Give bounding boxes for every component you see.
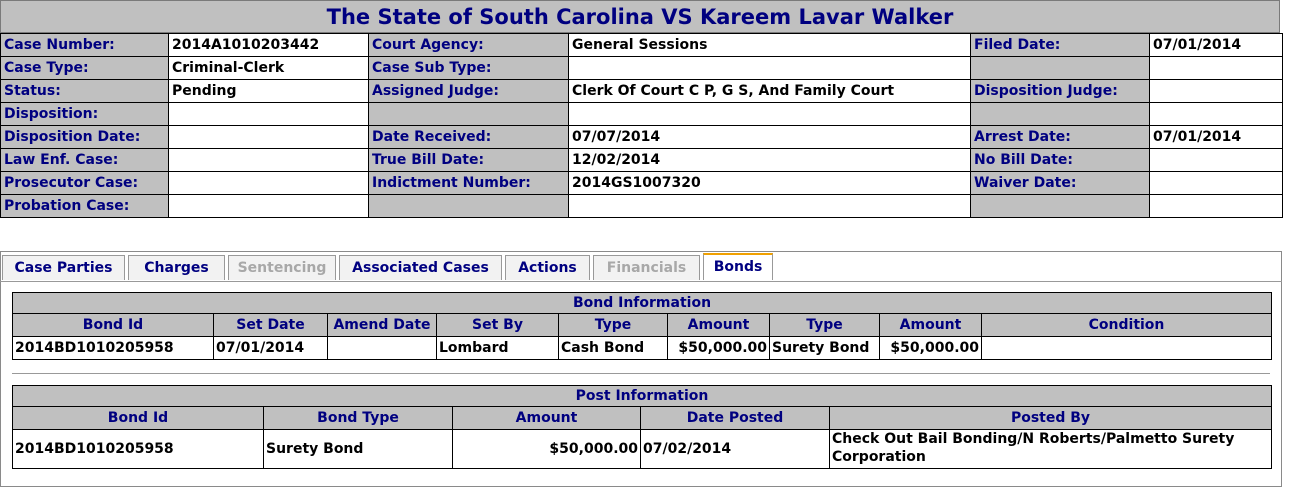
column-header: Amount [453,407,641,430]
table-header-row [13,407,1272,430]
tab-bonds[interactable]: Bonds [703,253,773,280]
case-field-label: Case Sub Type: [369,57,569,80]
column-header: Bond Id [13,314,214,337]
case-field-value [169,195,369,218]
table-cell: Lombard [437,337,559,360]
case-field-value: 12/02/2014 [569,149,971,172]
table-cell: Surety Bond [770,337,880,360]
column-header: Bond Type [264,407,453,430]
case-title: The State of South Carolina VS Kareem Lavar Walker [0,0,1280,33]
column-header: Set By [437,314,559,337]
column-header: Amend Date [328,314,437,337]
column-header: Posted By [830,407,1272,430]
case-field-label: Case Number: [1,34,169,57]
case-field-value [569,103,971,126]
case-field-value [1150,103,1283,126]
column-header: Condition [982,314,1272,337]
case-field-value: Criminal-Clerk [169,57,369,80]
table-cell [328,337,437,360]
case-field-label [971,195,1150,218]
case-info-row [1,172,1283,195]
case-field-label: Court Agency: [369,34,569,57]
case-field-label: Waiver Date: [971,172,1150,195]
column-header: Set Date [214,314,328,337]
table-cell: 07/02/2014 [641,430,830,469]
case-field-label [369,195,569,218]
tab-divider [0,281,1282,282]
table-header-row [13,314,1272,337]
section-divider [12,373,1270,374]
case-field-label: Case Type: [1,57,169,80]
case-field-value: Pending [169,80,369,103]
case-field-value [1150,172,1283,195]
column-header: Type [559,314,668,337]
case-field-value [1150,57,1283,80]
tab-actions[interactable]: Actions [505,255,590,280]
table-cell: Check Out Bail Bonding/N Roberts/Palmetto Surety Corporation [830,430,1272,469]
table-cell: 2014BD1010205958 [13,337,214,360]
table-cell: Surety Bond [264,430,453,469]
column-header: Amount [880,314,982,337]
case-field-value [1150,149,1283,172]
case-info-row [1,195,1283,218]
post-information-table [12,385,1272,469]
case-info-row [1,57,1283,80]
table-cell: Cash Bond [559,337,668,360]
case-field-label: Probation Case: [1,195,169,218]
case-info-row [1,34,1283,57]
case-info-row [1,126,1283,149]
tab-associated-cases[interactable]: Associated Cases [339,255,502,280]
case-info-table [0,33,1283,218]
case-info-row [1,103,1283,126]
tab-charges[interactable]: Charges [128,255,225,280]
post-information-caption: Post Information [13,386,1272,407]
case-field-value [169,126,369,149]
table-cell: 07/01/2014 [214,337,328,360]
bond-information-table [12,292,1272,360]
case-field-label: Disposition: [1,103,169,126]
table-row [13,337,1272,360]
case-field-value: 2014GS1007320 [569,172,971,195]
bond-information-caption: Bond Information [13,293,1272,314]
case-field-label [971,57,1150,80]
case-field-label: Date Received: [369,126,569,149]
case-field-label: No Bill Date: [971,149,1150,172]
table-cell [982,337,1272,360]
case-field-label [971,103,1150,126]
tab-financials: Financials [593,255,700,280]
case-field-value: Clerk Of Court C P, G S, And Family Court [569,80,971,103]
case-field-value [1150,195,1283,218]
case-field-value [1150,80,1283,103]
case-field-value [569,57,971,80]
table-cell: $50,000.00 [880,337,982,360]
case-field-value: 07/07/2014 [569,126,971,149]
table-cell: $50,000.00 [453,430,641,469]
case-field-value [169,103,369,126]
case-field-value: General Sessions [569,34,971,57]
table-cell: 2014BD1010205958 [13,430,264,469]
column-header: Bond Id [13,407,264,430]
case-field-label: Arrest Date: [971,126,1150,149]
case-field-value: 07/01/2014 [1150,34,1283,57]
table-row [13,430,1272,469]
case-field-label: Disposition Judge: [971,80,1150,103]
tab-sentencing: Sentencing [228,255,336,280]
case-field-value: 2014A1010203442 [169,34,369,57]
case-field-label: Assigned Judge: [369,80,569,103]
case-field-label: True Bill Date: [369,149,569,172]
case-field-value [569,195,971,218]
case-field-value: 07/01/2014 [1150,126,1283,149]
table-cell: $50,000.00 [668,337,770,360]
case-field-label: Filed Date: [971,34,1150,57]
tab-case-parties[interactable]: Case Parties [2,255,125,280]
case-info-row [1,149,1283,172]
case-field-label: Prosecutor Case: [1,172,169,195]
column-header: Type [770,314,880,337]
case-field-label: Indictment Number: [369,172,569,195]
case-field-label [369,103,569,126]
column-header: Amount [668,314,770,337]
case-field-label: Law Enf. Case: [1,149,169,172]
case-info-row [1,80,1283,103]
column-header: Date Posted [641,407,830,430]
case-field-value [169,149,369,172]
case-field-label: Status: [1,80,169,103]
case-field-value [169,172,369,195]
case-field-label: Disposition Date: [1,126,169,149]
